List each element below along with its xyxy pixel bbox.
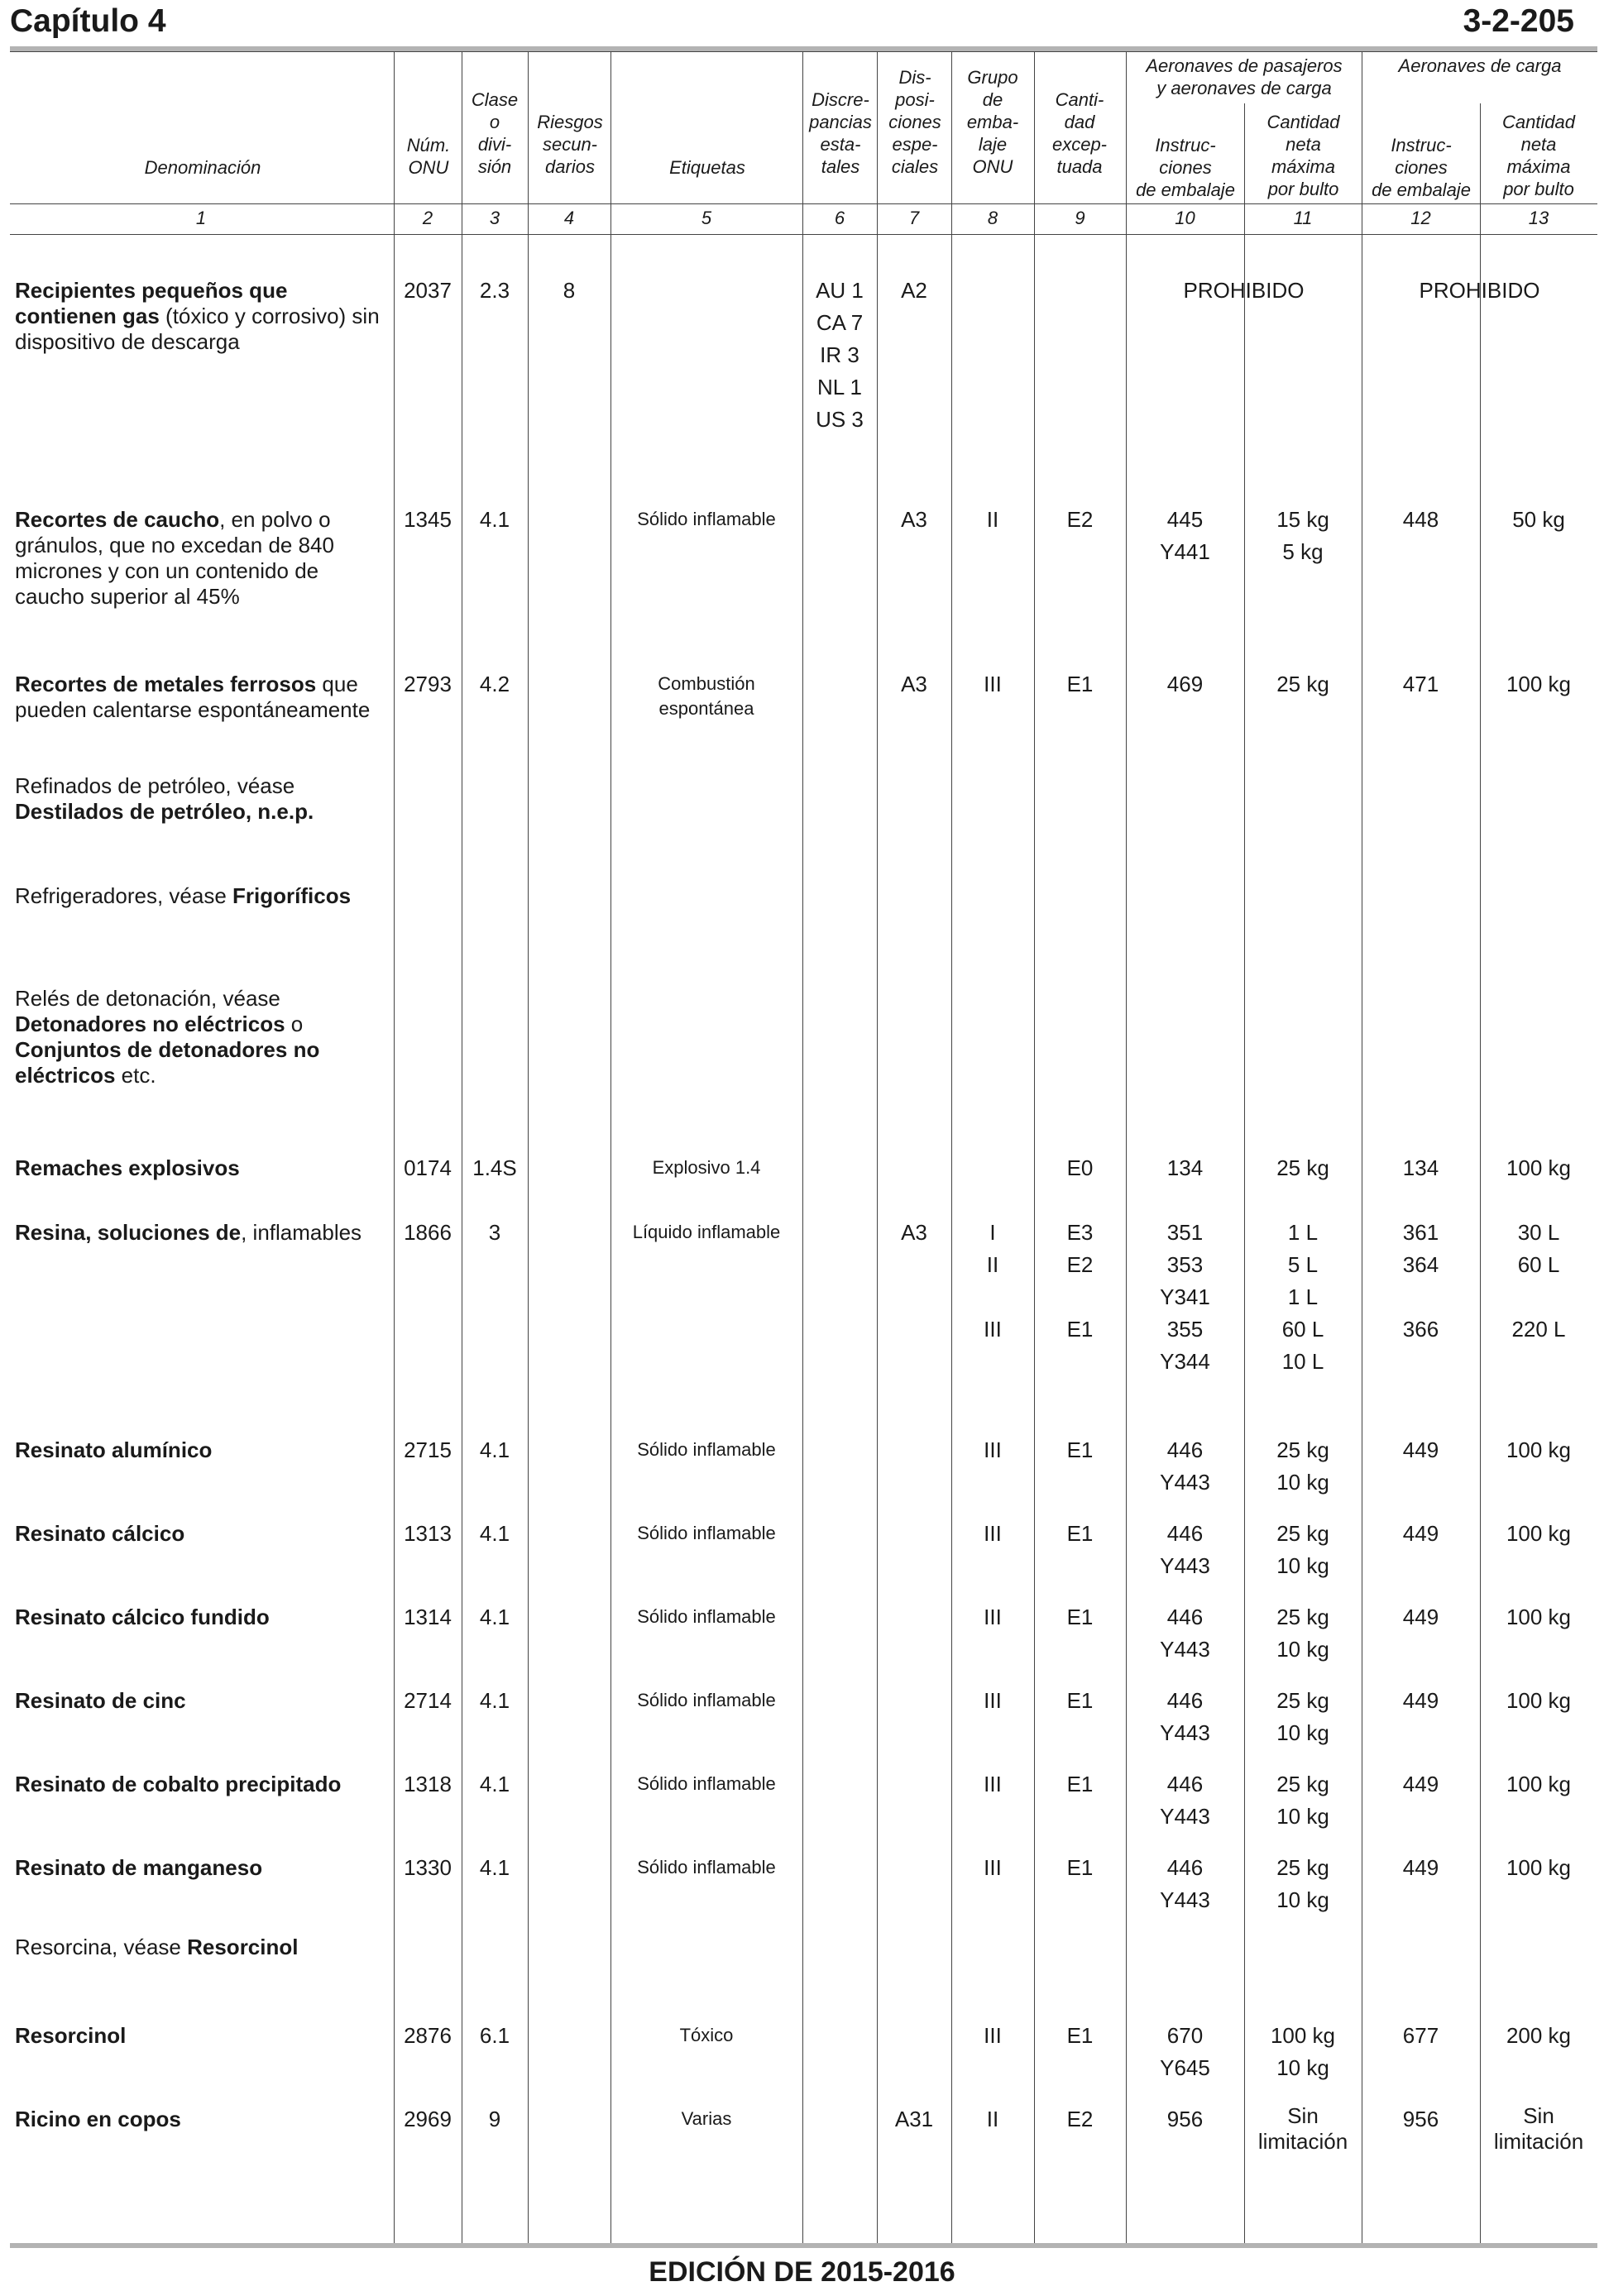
col-header-disposiciones: Dis- posi- ciones espe- ciales xyxy=(888,67,941,177)
cantidad-carga: 100 kg xyxy=(1506,672,1572,696)
cantidad-carga: 220 L xyxy=(1511,1317,1566,1342)
row-denominacion xyxy=(15,2107,387,2132)
denominacion-bold: Resorcinol xyxy=(15,2023,127,2048)
num-onu: 2714 xyxy=(404,1688,452,1713)
discrepancia-estatal: US 3 xyxy=(816,407,864,432)
cantidad-pasajeros: 15 kg xyxy=(1276,507,1329,532)
clase-division: 3 xyxy=(488,1220,501,1245)
clase-division: 9 xyxy=(488,2107,501,2131)
col-header-num-onu: Núm. ONU xyxy=(406,135,451,178)
column-number: 3 xyxy=(489,208,500,228)
num-onu: 2037 xyxy=(404,278,452,303)
column-divider xyxy=(610,51,611,2243)
denominacion-bold: Resinato de cobalto precipitado xyxy=(15,1772,342,1796)
instrucciones-pasajeros: 353 xyxy=(1166,1252,1204,1277)
cantidad-exceptuada: E1 xyxy=(1066,1605,1094,1629)
grupo-embalaje: II xyxy=(986,1252,999,1277)
instrucciones-carga: 677 xyxy=(1402,2023,1439,2048)
cantidad-exceptuada: E3 xyxy=(1066,1220,1094,1245)
col-header-cantidad-exceptuada: Canti- dad excep- tuada xyxy=(1051,89,1108,177)
disposiciones-especiales: A31 xyxy=(894,2107,934,2131)
column-number: 2 xyxy=(422,208,433,228)
instrucciones-pasajeros: Y443 xyxy=(1160,1637,1210,1662)
column-divider xyxy=(951,51,952,2243)
etiqueta: Varias xyxy=(681,2108,732,2129)
cantidad-exceptuada: E2 xyxy=(1066,1252,1094,1277)
chapter-title: Capítulo 4 xyxy=(10,3,166,39)
instrucciones-pasajeros: Y441 xyxy=(1160,539,1210,564)
num-onu: 1314 xyxy=(404,1605,452,1629)
cantidad-pasajeros: 25 kg xyxy=(1276,672,1329,696)
row-denominacion xyxy=(15,883,387,909)
discrepancia-estatal: IR 3 xyxy=(820,342,859,367)
cantidad-pasajeros: 25 kg xyxy=(1276,1155,1329,1180)
grupo-embalaje: II xyxy=(986,507,999,532)
num-onu: 1330 xyxy=(404,1855,452,1880)
row-denominacion xyxy=(15,773,387,825)
instrucciones-pasajeros: Y443 xyxy=(1160,1720,1210,1745)
cantidad-exceptuada: E1 xyxy=(1066,2023,1094,2048)
denominacion-bold: Resinato de manganeso xyxy=(15,1855,263,1880)
column-divider xyxy=(528,51,529,2243)
etiqueta: Sólido inflamable xyxy=(637,1439,776,1460)
denominacion-bold: Resina, soluciones de xyxy=(15,1220,242,1245)
cantidad-pasajeros: 25 kg xyxy=(1276,1437,1329,1462)
cantidad-carga: 30 L xyxy=(1517,1220,1560,1245)
column-number: 1 xyxy=(195,208,207,228)
cantidad-exceptuada: E1 xyxy=(1066,672,1094,696)
etiqueta: Sólido inflamable xyxy=(637,1523,776,1543)
cantidad-pasajeros: 10 kg xyxy=(1276,1553,1329,1578)
col-header-instrucciones-carga: Instruc- ciones de embalaje xyxy=(1372,135,1471,200)
cantidad-pasajeros: 25 kg xyxy=(1276,1855,1329,1880)
etiqueta: Líquido inflamable xyxy=(632,1222,781,1242)
denominacion-bold: Recortes de metales ferrosos xyxy=(15,672,317,696)
column-number: 6 xyxy=(834,208,845,228)
cantidad-carga: Sin limitación xyxy=(1493,2103,1584,2154)
instrucciones-pasajeros: 446 xyxy=(1166,1855,1204,1880)
row-denominacion xyxy=(15,1855,387,1881)
clase-division: 1.4S xyxy=(472,1155,517,1180)
instrucciones-pasajeros: Y645 xyxy=(1160,2055,1210,2080)
instrucciones-pasajeros: 355 xyxy=(1166,1317,1204,1342)
row-denominacion xyxy=(15,2023,387,2049)
instrucciones-pasajeros: 445 xyxy=(1166,507,1204,532)
cantidad-carga: 200 kg xyxy=(1506,2023,1572,2048)
row-denominacion xyxy=(15,507,387,610)
denominacion-text: Relés de detonación, véase xyxy=(15,986,280,1011)
col-header-instrucciones-pas: Instruc- ciones de embalaje xyxy=(1136,135,1235,200)
cantidad-pasajeros: 5 L xyxy=(1287,1252,1319,1277)
instrucciones-pasajeros: Y443 xyxy=(1160,1887,1210,1912)
etiqueta: Tóxico xyxy=(679,2025,734,2045)
instrucciones-carga: 449 xyxy=(1402,1772,1439,1796)
clase-division: 4.1 xyxy=(479,1688,510,1713)
cantidad-pasajeros: 1 L xyxy=(1287,1284,1319,1309)
riesgos-secundarios: 8 xyxy=(563,278,576,303)
bottom-rule xyxy=(10,2243,1597,2248)
num-onu: 1313 xyxy=(404,1521,452,1546)
grupo-embalaje: III xyxy=(984,1521,1002,1546)
column-number: 13 xyxy=(1528,208,1549,228)
cantidad-exceptuada: E1 xyxy=(1066,1688,1094,1713)
row-denominacion xyxy=(15,672,387,723)
denominacion-bold: Destilados de petróleo, n.e.p. xyxy=(15,799,314,824)
instrucciones-pasajeros: 446 xyxy=(1166,1772,1204,1796)
instrucciones-pasajeros: 446 xyxy=(1166,1605,1204,1629)
clase-division: 4.1 xyxy=(479,1855,510,1880)
etiqueta: Sólido inflamable xyxy=(637,1773,776,1794)
row-denominacion xyxy=(15,1220,387,1246)
disposiciones-especiales: A3 xyxy=(901,507,927,532)
instrucciones-pasajeros: 446 xyxy=(1166,1688,1204,1713)
column-number: 4 xyxy=(563,208,575,228)
cantidad-exceptuada: E1 xyxy=(1066,1772,1094,1796)
row-denominacion xyxy=(15,1521,387,1547)
grupo-embalaje: III xyxy=(984,1855,1002,1880)
prohibido-pasajeros: PROHIBIDO xyxy=(1183,278,1305,303)
denominacion-text: que pueden calentarse espontáneamente xyxy=(15,672,371,722)
col-header-group-carga: Aeronaves de carga xyxy=(1398,55,1562,76)
instrucciones-pasajeros: 351 xyxy=(1166,1220,1204,1245)
denominacion-text: (tóxico y corrosivo) sin dispositivo de descarga xyxy=(15,304,380,354)
cantidad-exceptuada: E1 xyxy=(1066,1317,1094,1342)
clase-division: 2.3 xyxy=(479,278,510,303)
denominacion-text: o xyxy=(285,1012,304,1036)
grupo-embalaje: II xyxy=(986,2107,999,2131)
row-denominacion xyxy=(15,1155,387,1181)
grupo-embalaje: III xyxy=(984,1317,1002,1342)
cantidad-carga: 100 kg xyxy=(1506,1772,1572,1796)
etiqueta: Sólido inflamable xyxy=(637,509,776,529)
cantidad-exceptuada: E1 xyxy=(1066,1437,1094,1462)
cantidad-pasajeros: Sin limitación xyxy=(1257,2103,1348,2154)
instrucciones-carga: 956 xyxy=(1402,2107,1439,2131)
row-denominacion xyxy=(15,986,387,1088)
num-onu: 2969 xyxy=(404,2107,452,2131)
denominacion-bold: Resinato cálcico fundido xyxy=(15,1605,270,1629)
instrucciones-pasajeros: 670 xyxy=(1166,2023,1204,2048)
denominacion-text: Resorcina, véase xyxy=(15,1935,188,1959)
cantidad-pasajeros: 10 kg xyxy=(1276,2055,1329,2080)
grupo-embalaje: III xyxy=(984,1437,1002,1462)
grupo-embalaje: III xyxy=(984,1605,1002,1629)
discrepancia-estatal: NL 1 xyxy=(817,375,862,399)
cantidad-pasajeros: 100 kg xyxy=(1270,2023,1336,2048)
denominacion-bold: Resinato de cinc xyxy=(15,1688,186,1713)
column-number: 11 xyxy=(1293,208,1313,228)
instrucciones-carga: 449 xyxy=(1402,1521,1439,1546)
instrucciones-pasajeros: 956 xyxy=(1166,2107,1204,2131)
etiqueta: Sólido inflamable xyxy=(637,1606,776,1627)
cantidad-pasajeros: 25 kg xyxy=(1276,1605,1329,1629)
column-number: 8 xyxy=(987,208,998,228)
cantidad-exceptuada: E2 xyxy=(1066,507,1094,532)
instrucciones-carga: 449 xyxy=(1402,1688,1439,1713)
denominacion-text: , inflamables xyxy=(241,1220,362,1245)
cantidad-pasajeros: 25 kg xyxy=(1276,1772,1329,1796)
column-number: 5 xyxy=(701,208,712,228)
grupo-embalaje: III xyxy=(984,2023,1002,2048)
header-rule xyxy=(10,234,1597,235)
cantidad-carga: 100 kg xyxy=(1506,1855,1572,1880)
cantidad-exceptuada: E1 xyxy=(1066,1855,1094,1880)
denominacion-bold: Recortes de caucho xyxy=(15,507,220,532)
col-header-grupo: Grupo de emba- laje ONU xyxy=(966,67,1019,177)
etiqueta: Sólido inflamable xyxy=(637,1690,776,1710)
instrucciones-carga: 361 xyxy=(1402,1220,1439,1245)
instrucciones-pasajeros: Y344 xyxy=(1160,1349,1210,1374)
column-number: 7 xyxy=(908,208,920,228)
denominacion-bold: Frigoríficos xyxy=(232,883,352,908)
clase-division: 4.2 xyxy=(479,672,510,696)
instrucciones-carga: 134 xyxy=(1402,1155,1439,1180)
num-onu: 1345 xyxy=(404,507,452,532)
etiqueta: Combustión espontánea xyxy=(658,673,755,719)
instrucciones-pasajeros: Y443 xyxy=(1160,1804,1210,1829)
col-header-group-pasajeros: Aeronaves de pasajeros y aeronaves de carga xyxy=(1146,55,1343,98)
instrucciones-pasajeros: 446 xyxy=(1166,1437,1204,1462)
instrucciones-carga: 448 xyxy=(1402,507,1439,532)
instrucciones-carga: 471 xyxy=(1402,672,1439,696)
cantidad-pasajeros: 1 L xyxy=(1287,1220,1319,1245)
column-number: 12 xyxy=(1410,208,1431,228)
cantidad-carga: 100 kg xyxy=(1506,1437,1572,1462)
denominacion-text: Refinados de petróleo, véase xyxy=(15,773,295,798)
instrucciones-carga: 449 xyxy=(1402,1855,1439,1880)
instrucciones-carga: 449 xyxy=(1402,1605,1439,1629)
cantidad-pasajeros: 60 L xyxy=(1281,1317,1324,1342)
page-number: 3-2-205 xyxy=(1463,3,1574,39)
header-rule xyxy=(10,51,1597,52)
disposiciones-especiales: A3 xyxy=(901,672,927,696)
row-denominacion xyxy=(15,278,387,355)
etiqueta: Sólido inflamable xyxy=(637,1857,776,1877)
num-onu: 2793 xyxy=(404,672,452,696)
col-header-discrepancias: Discre- pancias esta- tales xyxy=(809,89,872,177)
cantidad-pasajeros: 10 L xyxy=(1281,1349,1324,1374)
prohibido-carga: PROHIBIDO xyxy=(1419,278,1540,303)
instrucciones-pasajeros: 134 xyxy=(1166,1155,1204,1180)
cantidad-carga: 60 L xyxy=(1517,1252,1560,1277)
cantidad-pasajeros: 10 kg xyxy=(1276,1887,1329,1912)
clase-division: 4.1 xyxy=(479,1521,510,1546)
grupo-embalaje: III xyxy=(984,1688,1002,1713)
cantidad-exceptuada: E1 xyxy=(1066,1521,1094,1546)
instrucciones-pasajeros: 446 xyxy=(1166,1521,1204,1546)
instrucciones-pasajeros: Y443 xyxy=(1160,1553,1210,1578)
denominacion-bold: Remaches explosivos xyxy=(15,1155,240,1180)
instrucciones-pasajeros: Y443 xyxy=(1160,1470,1210,1495)
column-divider xyxy=(394,51,395,2243)
denominacion-bold: Recipientes pequeños que contienen gas xyxy=(15,278,288,328)
cantidad-carga: 100 kg xyxy=(1506,1605,1572,1629)
edition-footer: EDICIÓN DE 2015-2016 xyxy=(649,2256,955,2288)
discrepancia-estatal: CA 7 xyxy=(816,310,864,335)
clase-division: 4.1 xyxy=(479,1605,510,1629)
header-rule xyxy=(10,203,1597,204)
cantidad-pasajeros: 5 kg xyxy=(1282,539,1324,564)
denominacion-bold: Resorcinol xyxy=(187,1935,299,1959)
discrepancia-estatal: AU 1 xyxy=(816,278,864,303)
cantidad-pasajeros: 10 kg xyxy=(1276,1720,1329,1745)
instrucciones-carga: 364 xyxy=(1402,1252,1439,1277)
cantidad-pasajeros: 10 kg xyxy=(1276,1804,1329,1829)
row-denominacion xyxy=(15,1437,387,1463)
cantidad-pasajeros: 25 kg xyxy=(1276,1688,1329,1713)
col-header-etiquetas: Etiquetas xyxy=(669,157,745,178)
clase-division: 4.1 xyxy=(479,1437,510,1462)
instrucciones-pasajeros: Y341 xyxy=(1160,1284,1210,1309)
cantidad-carga: 100 kg xyxy=(1506,1155,1572,1180)
clase-division: 4.1 xyxy=(479,507,510,532)
denominacion-bold: Detonadores no eléctricos xyxy=(15,1012,285,1036)
col-header-cantidad-pas: Cantidad neta máxima por bulto xyxy=(1266,112,1340,199)
num-onu: 0174 xyxy=(404,1155,452,1180)
num-onu: 1866 xyxy=(404,1220,452,1245)
denominacion-text: Refrigeradores, véase xyxy=(15,883,233,908)
denominacion-bold: Resinato alumínico xyxy=(15,1437,213,1462)
num-onu: 2715 xyxy=(404,1437,452,1462)
cantidad-exceptuada: E0 xyxy=(1066,1155,1094,1180)
instrucciones-pasajeros: 469 xyxy=(1166,672,1204,696)
instrucciones-carga: 449 xyxy=(1402,1437,1439,1462)
num-onu: 1318 xyxy=(404,1772,452,1796)
denominacion-bold: Resinato cálcico xyxy=(15,1521,185,1546)
col-header-denominacion: Denominación xyxy=(144,157,261,178)
row-denominacion xyxy=(15,1688,387,1714)
column-number: 10 xyxy=(1175,208,1195,228)
num-onu: 2876 xyxy=(404,2023,452,2048)
cantidad-pasajeros: 25 kg xyxy=(1276,1521,1329,1546)
col-header-clase: Clase o divi- sión xyxy=(471,89,519,177)
clase-division: 6.1 xyxy=(479,2023,510,2048)
etiqueta: Explosivo 1.4 xyxy=(652,1157,761,1178)
clase-division: 4.1 xyxy=(479,1772,510,1796)
column-divider xyxy=(1034,51,1035,2243)
grupo-embalaje: I xyxy=(989,1220,996,1245)
denominacion-text: , en polvo o gránulos, que no excedan de 840 micrones y con un contenido de caucho superior al 45% xyxy=(15,507,334,609)
col-header-cantidad-carga: Cantidad neta máxima por bulto xyxy=(1501,112,1576,199)
denominacion-bold: Ricino en copos xyxy=(15,2107,181,2131)
row-denominacion xyxy=(15,1772,387,1797)
denominacion-text: etc. xyxy=(115,1063,156,1088)
disposiciones-especiales: A3 xyxy=(901,1220,927,1245)
column-number: 9 xyxy=(1075,208,1085,228)
instrucciones-carga: 366 xyxy=(1402,1317,1439,1342)
cantidad-carga: 100 kg xyxy=(1506,1688,1572,1713)
grupo-embalaje: III xyxy=(984,672,1002,696)
cantidad-exceptuada: E2 xyxy=(1066,2107,1094,2131)
row-denominacion xyxy=(15,1605,387,1630)
denominacion-bold: Conjuntos de detonadores no eléctricos xyxy=(15,1037,320,1088)
grupo-embalaje: III xyxy=(984,1772,1002,1796)
row-denominacion xyxy=(15,1935,387,1960)
column-divider xyxy=(877,51,878,2243)
cantidad-carga: 100 kg xyxy=(1506,1521,1572,1546)
cantidad-pasajeros: 10 kg xyxy=(1276,1470,1329,1495)
cantidad-pasajeros: 10 kg xyxy=(1276,1637,1329,1662)
cantidad-carga: 50 kg xyxy=(1512,507,1565,532)
col-header-riesgos: Riesgos secun- darios xyxy=(537,112,603,177)
disposiciones-especiales: A2 xyxy=(901,278,927,303)
